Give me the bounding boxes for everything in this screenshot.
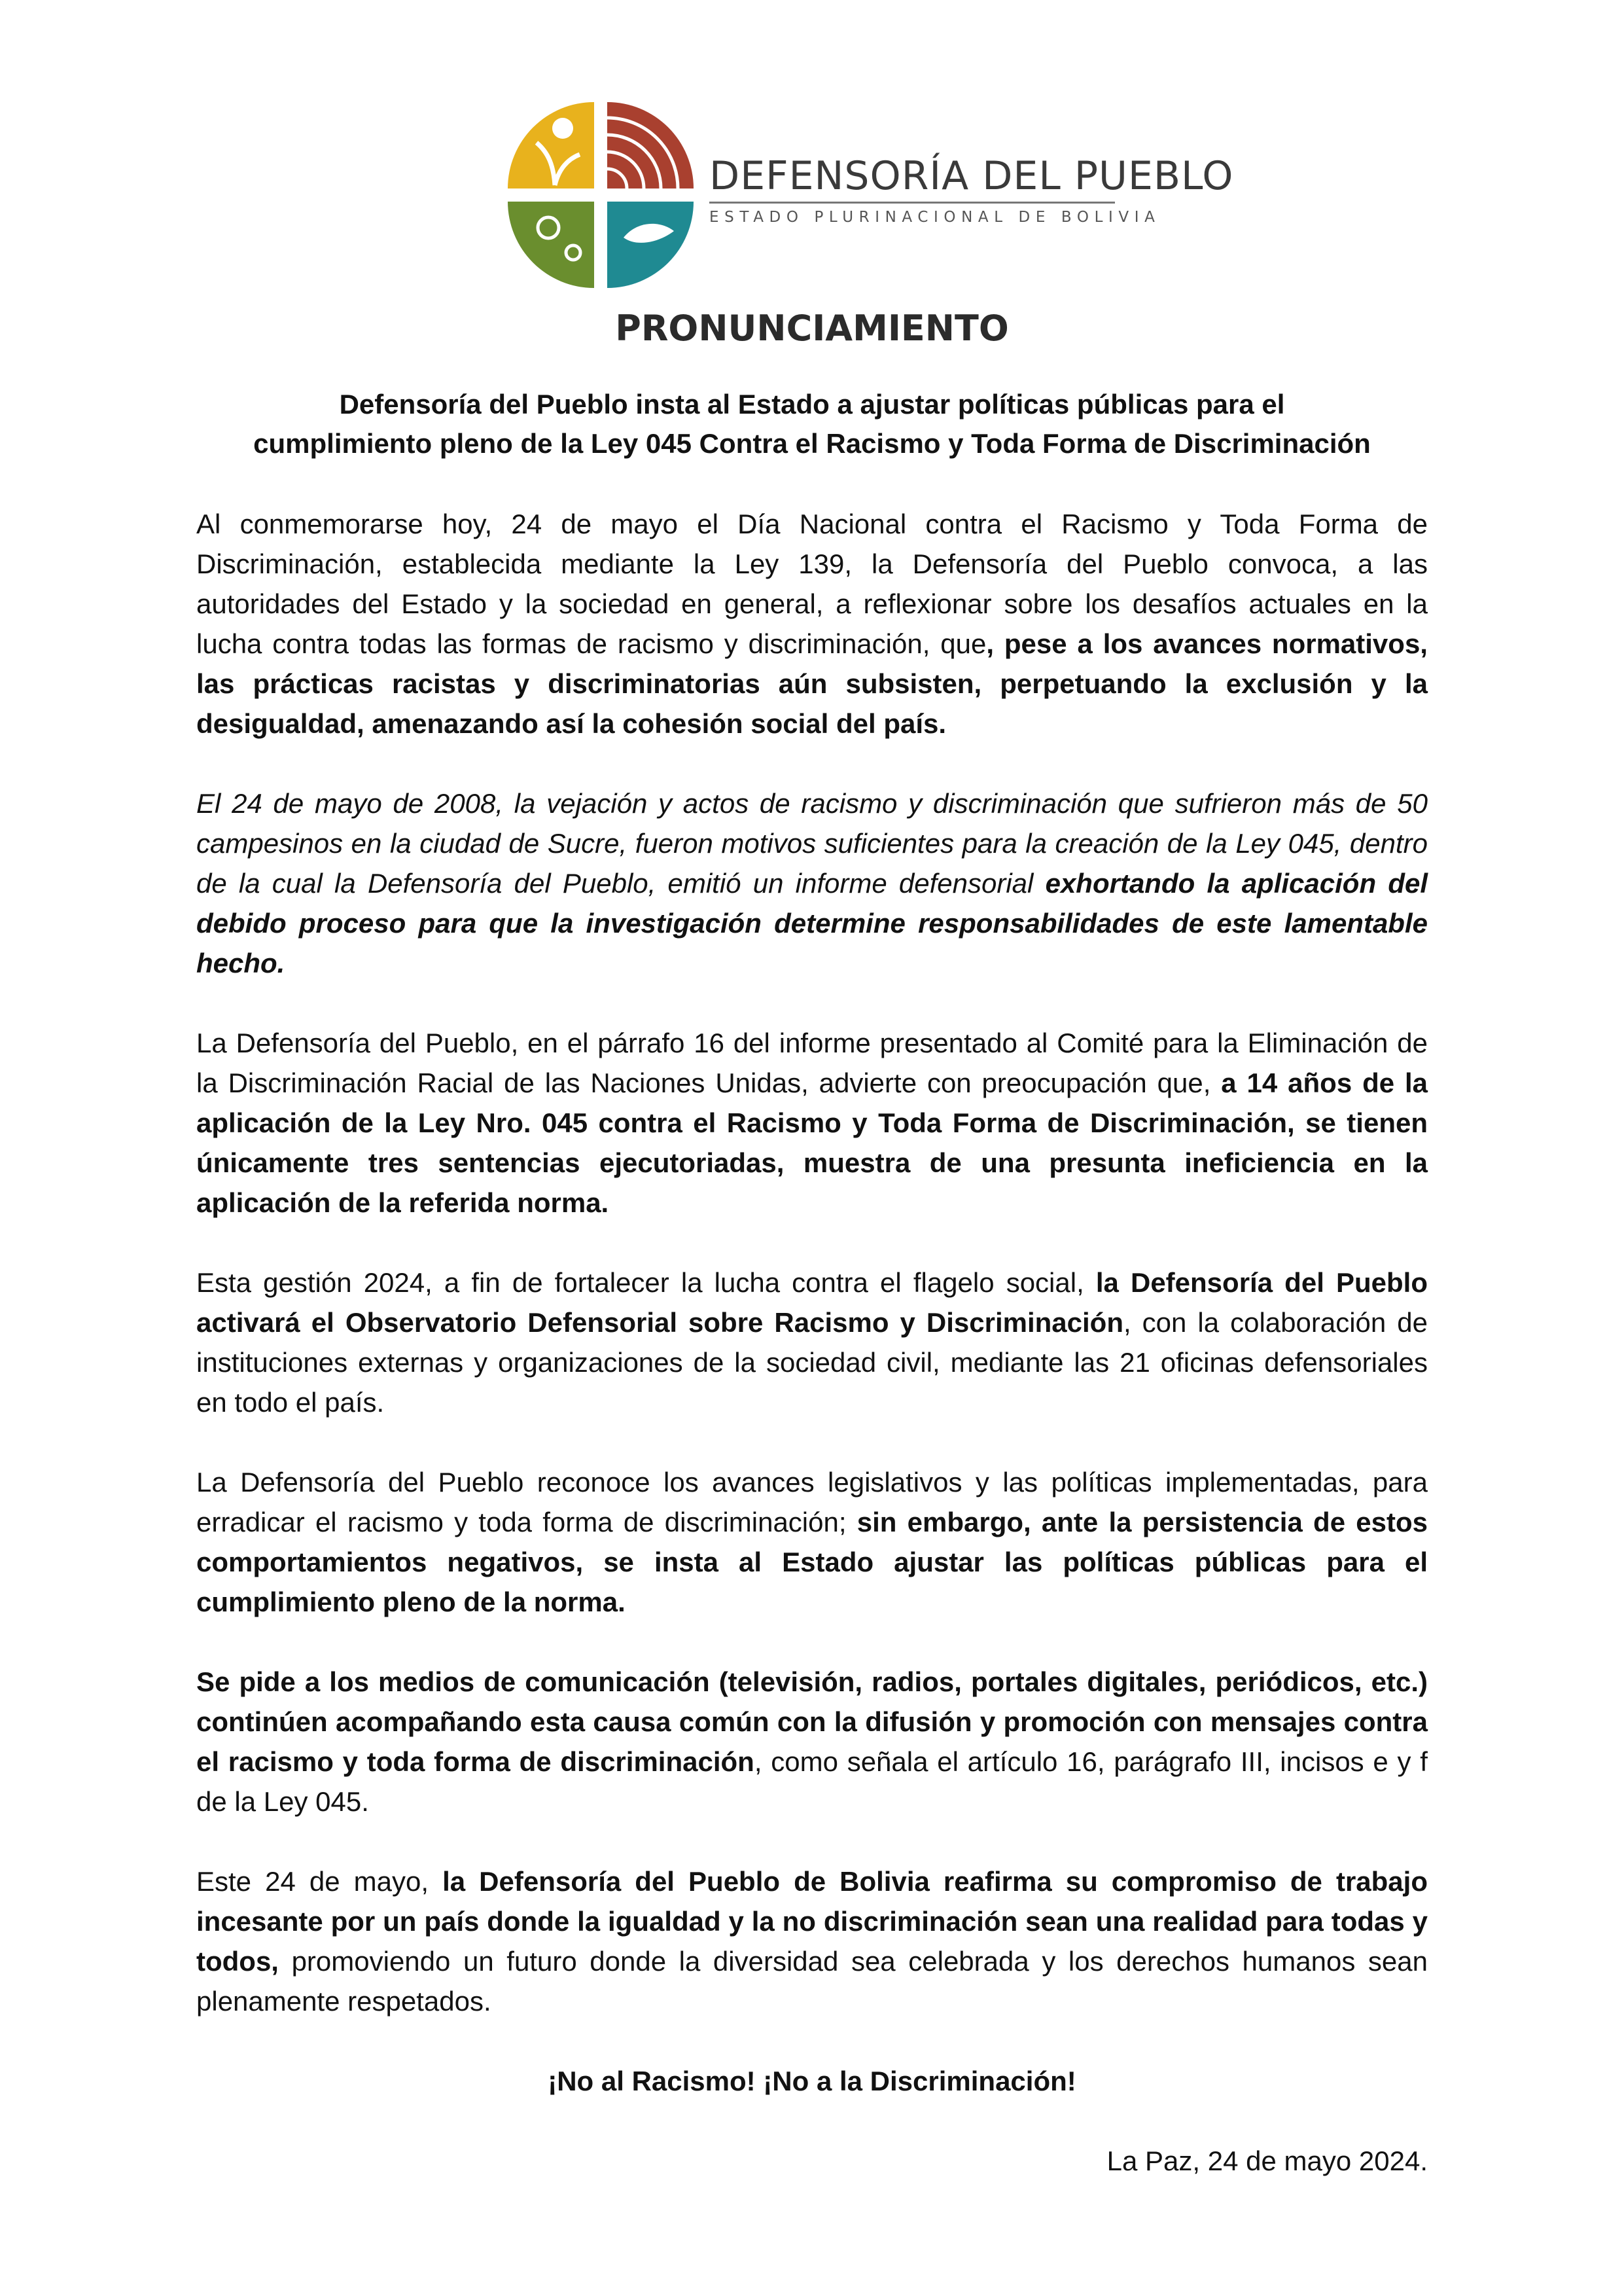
paragraph-1-text: Al conmemorarse hoy, 24 de mayo el Día Nacional contra el Racismo y Toda Forma de Discriminación, establecida mediante la Ley 139, la Defensoría del Pueblo convoca, a las autoridades del Estado y la sociedad en general, a reflexionar sobre los desafíos actuales en la lucha contra todas las formas de racismo y discriminación, que: [196, 509, 1428, 659]
paragraph-5-bold: sin embargo, ante la persistencia de estos comportamientos negativos, se insta al Estado ajustar las políticas públicas para el cumplimiento pleno de la norma.: [196, 1507, 1428, 1617]
logo-wordmark: [709, 154, 1234, 226]
paragraph-4: [196, 1263, 1428, 1422]
paragraph-3-text: La Defensoría del Pueblo, en el párrafo 16 del informe presentado al Comité para la Eliminación de la Discriminación Racial de las Naciones Unidas, advierte con preocupación que,: [196, 1028, 1428, 1098]
logo-divider: [709, 202, 1115, 204]
dateline: La Paz, 24 de mayo 2024.: [1106, 2145, 1428, 2176]
document-title: PRONUNCIAMIENTO: [615, 308, 1009, 349]
paragraph-4-bold: la Defensoría del Pueblo activará el Observatorio Defensorial sobre Racismo y Discriminación: [196, 1267, 1428, 1338]
paragraph-1: [196, 504, 1428, 744]
paragraph-2-text: El 24 de mayo de 2008, la vejación y actos de racismo y discriminación que sufrieron más de 50 campesinos en la ciudad de Sucre, fueron motivos suficientes para la creación de la Ley 045, dentro de la cual la Defensoría del Pueblo, emitió un informe defensorial: [196, 788, 1428, 899]
paragraph-2: [196, 783, 1428, 983]
subtitle-line-2: cumplimiento pleno de la Ley 045 Contra el Racismo y Toda Forma de Discriminación: [253, 428, 1371, 459]
org-subtitle: ESTADO PLURINACIONAL DE BOLIVIA: [709, 209, 1161, 226]
logo-quadrant-green: [508, 202, 594, 288]
paragraph-6-bold: Se pide a los medios de comunicación (televisión, radios, portales digitales, periódicos, etc.) continúen acompañando esta causa común con la difusión y promoción con mensajes contra el racismo y toda forma de discriminación: [196, 1666, 1428, 1777]
paragraph-7-text-b: promoviendo un futuro donde la diversidad sea celebrada y los derechos humanos sean plenamente respetados.: [196, 1946, 1428, 2017]
paragraph-2-bold: exhortando la aplicación del debido proceso para que la investigación determine responsabilidades de este lamentable hecho.: [196, 868, 1428, 978]
logo-sun: [552, 118, 573, 139]
logo-quadrant-yellow: [508, 102, 594, 188]
paragraph-7-text-a: Este 24 de mayo,: [196, 1866, 443, 1897]
org-name: DEFENSORÍA DEL PUEBLO: [709, 153, 1234, 199]
document-body: [196, 504, 1428, 2181]
paragraph-5: [196, 1462, 1428, 1622]
paragraph-5-text: La Defensoría del Pueblo reconoce los avances legislativos y las políticas implementadas, para erradicar el racismo y toda forma de discriminación;: [196, 1467, 1428, 1537]
paragraph-6: [196, 1662, 1428, 1821]
logo-quadrant-teal: [607, 202, 694, 288]
paragraph-4-text-a: Esta gestión 2024, a fin de fortalecer la lucha contra el flagelo social,: [196, 1267, 1096, 1298]
paragraph-3-bold: a 14 años de la aplicación de la Ley Nro. 045 contra el Racismo y Toda Forma de Discriminación, se tienen únicamente tres sentencias ejecutoriadas, muestra de una presunta ineficiencia en la aplicación de la referida norma.: [196, 1067, 1428, 1218]
paragraph-4-text-b: , con la colaboración de instituciones externas y organizaciones de la sociedad civil, mediante las 21 oficinas defensoriales en todo el país.: [196, 1307, 1428, 1418]
paragraph-1-bold: , pese a los avances normativos, las prácticas racistas y discriminatorias aún subsisten, perpetuando la exclusión y la desigualdad, amenazando así la cohesión social del país.: [196, 628, 1428, 739]
document-subtitle: [183, 385, 1441, 463]
subtitle-line-1: Defensoría del Pueblo insta al Estado a ajustar políticas públicas para el: [339, 389, 1285, 420]
slogan: ¡No al Racismo! ¡No a la Discriminación!: [548, 2066, 1076, 2096]
paragraph-3: [196, 1023, 1428, 1223]
logo-emblem: [503, 97, 699, 293]
paragraph-6-text: , como señala el artículo 16, parágrafo III, incisos e y f de la Ley 045.: [196, 1746, 1428, 1817]
paragraph-7: [196, 1861, 1428, 2021]
paragraph-7-bold: la Defensoría del Pueblo de Bolivia reafirma su compromiso de trabajo incesante por un país donde la igualdad y la no discriminación sean una realidad para todas y todos,: [196, 1866, 1428, 1977]
